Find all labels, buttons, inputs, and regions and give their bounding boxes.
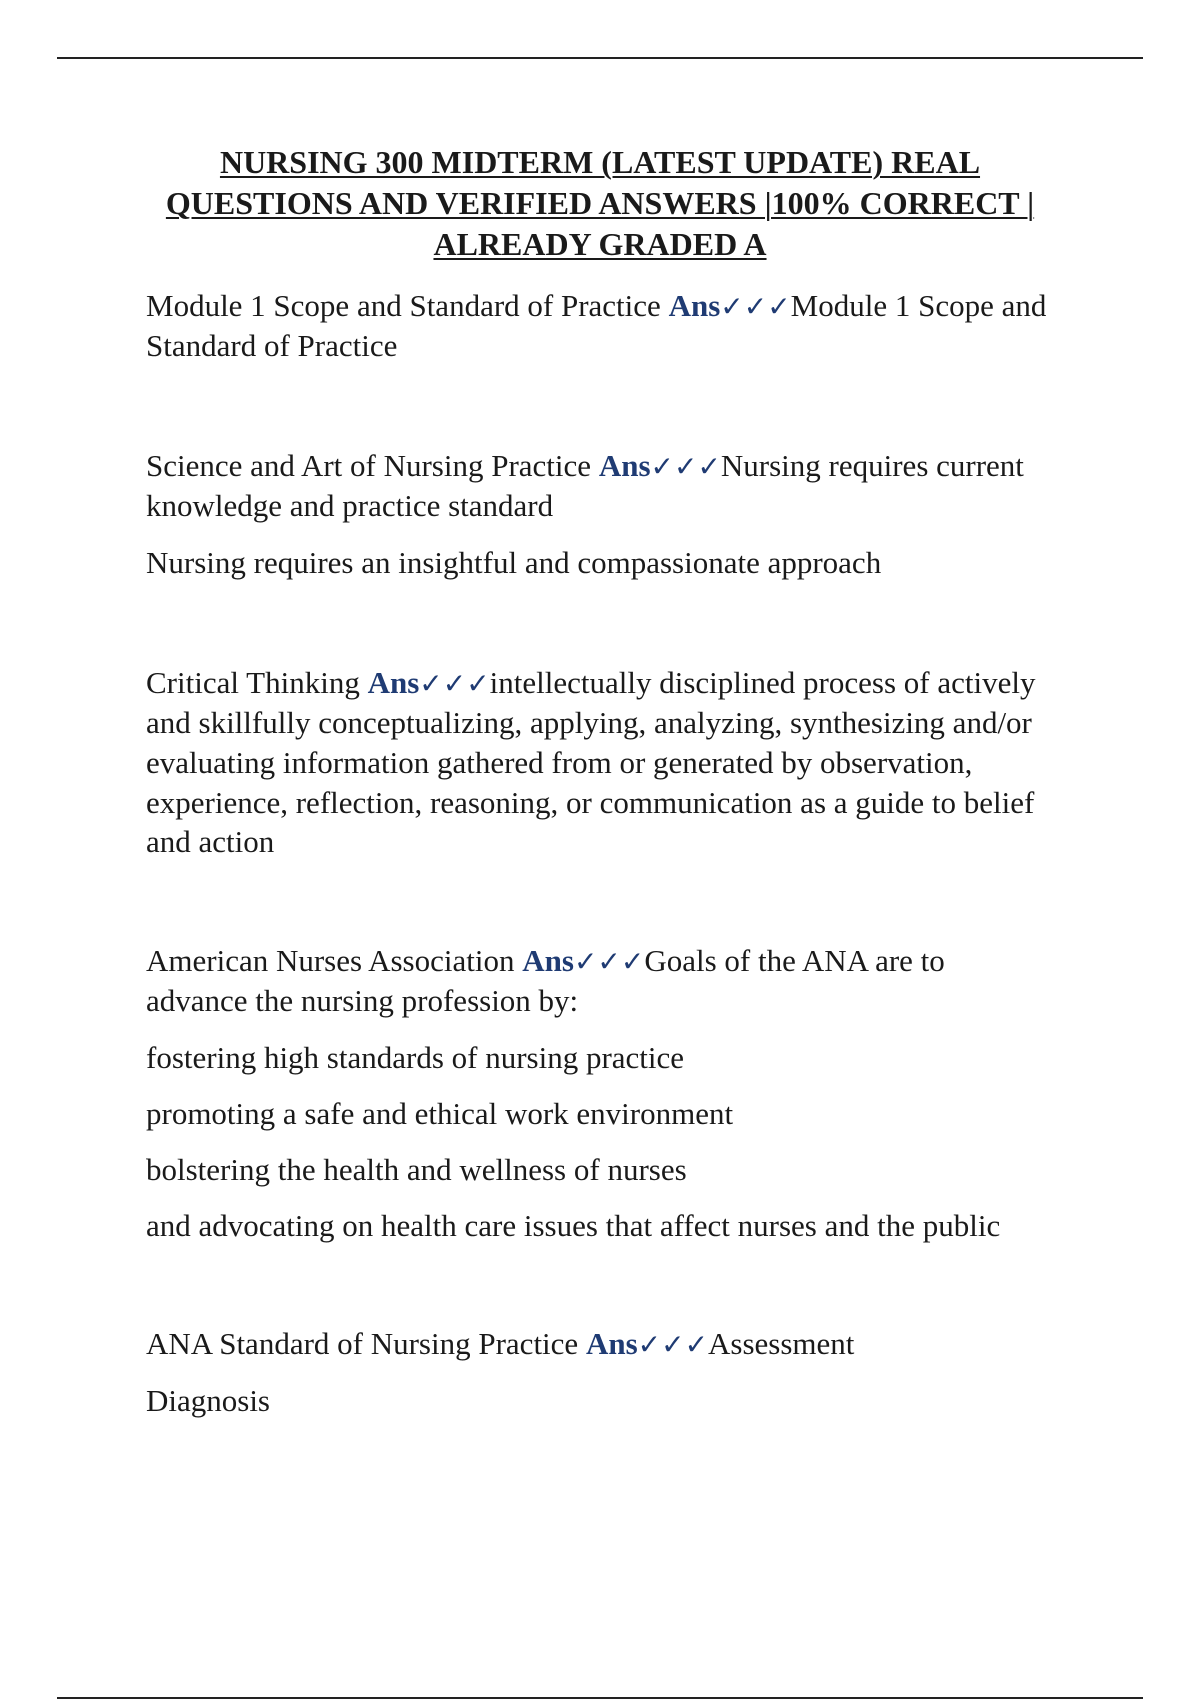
question-term: Module 1 Scope and Standard of Practice xyxy=(146,288,661,323)
answer-marker: Ans xyxy=(585,1326,638,1361)
answer-line: evaluating information gathered from or generated by observation, xyxy=(146,745,973,780)
answer-line: Standard of Practice xyxy=(146,328,398,363)
question-term: Science and Art of Nursing Practice xyxy=(146,448,592,483)
qa-first-line xyxy=(146,286,1046,327)
answer-line: and skillfully conceptualizing, applying, analyzing, synthesizing and/or xyxy=(146,705,1032,740)
answer-text: Goals of the ANA are to xyxy=(644,943,945,978)
checkmarks-icon: ✓✓✓ xyxy=(637,1328,709,1361)
answer-text: Assessment xyxy=(708,1326,855,1361)
bottom-rule xyxy=(57,1697,1143,1699)
question-term: Critical Thinking xyxy=(146,665,360,700)
checkmarks-icon: ✓✓✓ xyxy=(573,945,645,978)
answer-text: Nursing requires current xyxy=(720,448,1024,483)
answer-marker: Ans xyxy=(598,448,651,483)
question-term: ANA Standard of Nursing Practice xyxy=(146,1326,579,1361)
answer-line: bolstering the health and wellness of nurses xyxy=(146,1152,687,1187)
answer-marker: Ans xyxy=(522,943,574,978)
document-title xyxy=(120,142,1080,265)
top-rule xyxy=(57,57,1143,59)
answer-line: advance the nursing profession by: xyxy=(146,983,579,1018)
answer-line: Nursing requires an insightful and compassionate approach xyxy=(146,545,882,580)
answer-line: knowledge and practice standard xyxy=(146,488,554,523)
answer-text: intellectually disciplined process of actively xyxy=(489,665,1036,700)
answer-line: experience, reflection, reasoning, or communication as a guide to belief xyxy=(146,785,1035,820)
checkmarks-icon: ✓✓✓ xyxy=(720,290,791,323)
answer-text: Module 1 Scope and xyxy=(790,288,1047,323)
title-line-1: NURSING 300 MIDTERM (LATEST UPDATE) REAL xyxy=(219,144,981,180)
qa-first-line xyxy=(146,941,945,982)
qa-first-line xyxy=(146,1324,854,1365)
answer-marker: Ans xyxy=(367,665,420,700)
answer-line: promoting a safe and ethical work environment xyxy=(146,1096,734,1131)
qa-first-line xyxy=(146,446,1024,487)
answer-line: and advocating on health care issues that affect nurses and the public xyxy=(146,1208,1001,1243)
answer-line: Diagnosis xyxy=(146,1383,270,1418)
answer-line: fostering high standards of nursing practice xyxy=(146,1040,685,1075)
title-line-3: ALREADY GRADED A xyxy=(433,226,767,262)
title-line-2: QUESTIONS AND VERIFIED ANSWERS |100% CORRECT | xyxy=(165,185,1035,221)
checkmarks-icon: ✓✓✓ xyxy=(650,450,721,483)
answer-marker: Ans xyxy=(668,288,721,323)
question-term: American Nurses Association xyxy=(146,943,515,978)
answer-line: and action xyxy=(146,824,275,859)
checkmarks-icon: ✓✓✓ xyxy=(419,667,490,700)
qa-first-line xyxy=(146,663,1035,704)
